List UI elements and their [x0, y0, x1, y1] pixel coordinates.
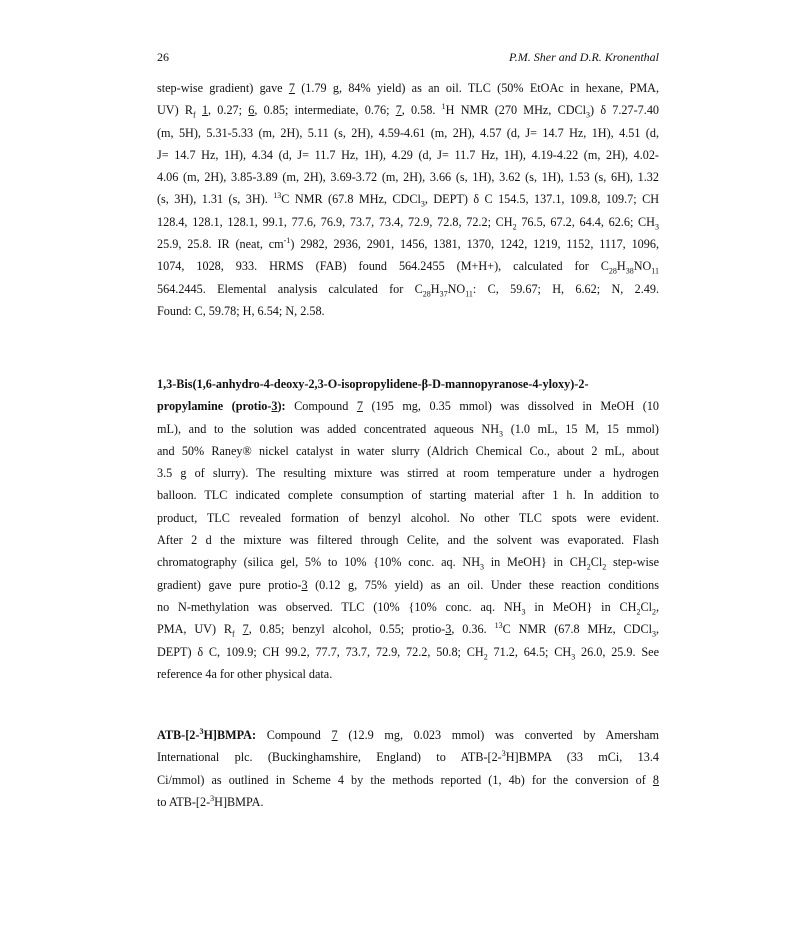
- text-segment: 3: [571, 652, 576, 661]
- text-segment: 28: [608, 266, 617, 276]
- compound-reference: 3: [445, 622, 452, 637]
- text-segment: ):: [277, 399, 286, 414]
- text-line: [157, 663, 659, 685]
- text-line: [157, 255, 659, 277]
- text-line: [157, 188, 659, 210]
- text-segment: 2: [651, 607, 656, 617]
- text-segment: , 0.85; intermediate, 0.76;: [254, 103, 396, 118]
- text-line: [157, 395, 659, 417]
- text-segment: NO: [633, 259, 652, 274]
- text-segment: : C, 59.67; H, 6.62; N, 2.49.: [472, 281, 660, 296]
- text-segment: 1,3-Bis(1,6-anhydro-4-deoxy-2,3-O-isopropylidene-β-D-mannopyranose-4-yloxy)-2-: [157, 377, 589, 391]
- text-segment: chromatography (silica gel, 5% to 10% {10% conc. aq. NH: [157, 555, 480, 570]
- page-number: 26: [157, 50, 169, 64]
- text-segment: 3: [199, 726, 204, 736]
- text-segment: C NMR (67.8 MHz, CDCl: [281, 192, 421, 207]
- text-line: [157, 278, 659, 300]
- text-segment: ,: [655, 599, 659, 614]
- compound-reference: 7: [331, 728, 338, 742]
- text-segment: Cl: [640, 599, 652, 614]
- text-segment: 13: [273, 191, 282, 201]
- text-segment: f: [232, 629, 235, 639]
- text-segment: , 0.36.: [451, 622, 495, 637]
- text-segment: step-wise: [606, 555, 660, 570]
- compound-reference: 8: [652, 772, 659, 787]
- compound-reference: 3: [301, 577, 308, 592]
- text-line: [157, 99, 659, 121]
- text-segment: H: [430, 281, 440, 296]
- text-segment: Cl: [590, 555, 603, 570]
- text-segment: (195 mg, 0.35 mmol) was dissolved in MeOH (10: [362, 399, 660, 414]
- text-segment: Compound: [256, 728, 332, 742]
- text-segment: 3: [499, 429, 504, 439]
- text-segment: , DEPT) δ C 154.5, 137.1, 109.8, 109.7; CH: [424, 192, 660, 207]
- text-segment: 2: [602, 562, 607, 572]
- text-segment: UV) R: [157, 103, 194, 118]
- text-segment: 2: [636, 607, 641, 617]
- text-segment: [235, 622, 243, 636]
- text-segment: J= 14.7 Hz, 1H), 4.34 (d, J= 11.7 Hz, 1H), 4.29 (d, J= 11.7 Hz, 1H), 4.19-4.22 (m, 2H), 4.02-: [157, 147, 659, 162]
- text-segment: 3: [210, 793, 215, 803]
- text-segment: , 0.27;: [208, 103, 249, 118]
- text-line: [157, 144, 659, 166]
- text-segment: and 50% Raney® nickel catalyst in water slurry (Aldrich Chemical Co., about 2 mL, about: [157, 443, 659, 458]
- text-segment: PMA, UV) R: [157, 622, 233, 637]
- text-segment: 37: [439, 289, 448, 299]
- text-segment: (s, 3H), 1.31 (s, 3H).: [157, 192, 274, 207]
- text-line: [157, 77, 659, 99]
- text-segment: 4.06 (m, 2H), 3.85-3.89 (m, 2H), 3.69-3.72 (m, 2H), 3.66 (s, 1H), 3.62 (s, 1H), 1.53 (s, 6H), 1.32: [157, 170, 659, 185]
- text-line: [157, 769, 659, 791]
- text-segment: H NMR (270 MHz, CDCl: [445, 103, 587, 118]
- compound-reference: 7: [356, 399, 363, 414]
- text-segment: 2: [512, 222, 517, 232]
- text-line: [157, 373, 659, 395]
- text-segment: Found: C, 59.78; H, 6.54; N, 2.58.: [157, 303, 325, 318]
- text-segment: Ci/mmol) as outlined in Scheme 4 by the methods reported (1, 4b) for the conversion of: [157, 772, 653, 787]
- compound-reference: 7: [395, 103, 402, 118]
- text-segment: to ATB-[2-: [157, 794, 211, 809]
- compound-reference: 7: [288, 81, 295, 95]
- text-segment: 11: [651, 266, 659, 276]
- text-segment: (1.79 g, 84% yield) as an oil. TLC (50% EtOAc in hexane, PMA,: [294, 81, 660, 95]
- text-segment: ATB-[2-: [157, 728, 200, 742]
- text-line: [157, 641, 659, 663]
- text-segment: 38: [625, 266, 634, 276]
- text-line: [157, 233, 659, 255]
- text-segment: (m, 5H), 5.31-5.33 (m, 2H), 5.11 (s, 2H), 4.59-4.61 (m, 2H), 4.57 (d, J= 14.7 Hz, 1H), 4.51 (d,: [157, 125, 659, 140]
- text-segment: H]BMPA (33 mCi, 13.4: [505, 750, 659, 765]
- experimental-paragraph-atb-bmpa: [157, 724, 659, 813]
- text-segment: Compound: [285, 399, 357, 414]
- text-line: [157, 618, 659, 640]
- text-segment: no N-methylation was observed. TLC (10% {10% conc. aq. NH: [157, 599, 522, 614]
- text-segment: 71.2, 64.5; CH: [487, 644, 572, 659]
- text-segment: C NMR (67.8 MHz, CDCl: [502, 622, 652, 637]
- text-segment: International plc. (Buckinghamshire, England) to ATB-[2-: [157, 750, 502, 765]
- text-segment: 3: [480, 562, 484, 572]
- text-line: [157, 791, 659, 813]
- text-segment: 128.4, 128.1, 128.1, 99.1, 77.6, 76.9, 73.7, 73.4, 72.9, 72.8, 72.2; CH: [157, 214, 513, 229]
- text-segment: H]BMPA.: [214, 794, 264, 809]
- text-segment: 3: [501, 749, 506, 759]
- text-segment: propylamine (protio-: [157, 399, 272, 414]
- text-segment: 13: [494, 621, 503, 631]
- text-segment: (1.0 mL, 15 M, 15 mmol): [503, 421, 659, 436]
- experimental-paragraph-protio-3: [157, 373, 659, 685]
- compound-reference: 7: [242, 622, 249, 637]
- text-segment: in MeOH} in CH: [525, 599, 637, 614]
- text-segment: product, TLC revealed formation of benzyl alcohol. No other TLC spots were evident.: [157, 510, 659, 525]
- text-segment: ) δ 7.27-7.40: [590, 103, 660, 118]
- text-segment: 26.0, 25.9. See: [575, 644, 659, 659]
- compound-reference: 6: [248, 103, 255, 118]
- text-segment: 2: [483, 652, 488, 661]
- text-segment: 11: [465, 289, 473, 299]
- text-segment: ) 2982, 2936, 2901, 1456, 1381, 1370, 1242, 1219, 1152, 1117, 1096,: [290, 237, 660, 252]
- text-segment: 3: [420, 199, 425, 209]
- text-segment: 3.5 g of slurry). The resulting mixture was stirred at room temperature under a hydrogen: [157, 466, 659, 481]
- text-segment: H: [616, 259, 626, 274]
- text-segment: DEPT) δ C, 109.9; CH 99.2, 77.7, 73.7, 72.9, 72.2, 50.8; CH: [157, 644, 484, 659]
- text-segment: gradient) gave pure protio-: [157, 577, 302, 592]
- text-segment: in MeOH} in CH: [484, 555, 587, 570]
- text-segment: (12.9 mg, 0.023 mmol) was converted by Amersham: [337, 728, 659, 742]
- compound-reference: 3: [271, 399, 278, 414]
- text-line: [157, 574, 659, 596]
- text-segment: (0.12 g, 75% yield) as an oil. Under these reaction conditions: [307, 577, 659, 592]
- text-segment: mL), and to the solution was added concentrated aqueous NH: [157, 421, 500, 436]
- text-segment: ,: [655, 622, 660, 637]
- text-segment: After 2 d the mixture was filtered through Celite, and the solvent was evaporated. Flash: [157, 533, 659, 548]
- text-segment: 1074, 1028, 933. HRMS (FAB) found 564.2455 (M+H+), calculated for C: [157, 259, 609, 274]
- text-segment: , 0.85; benzyl alcohol, 0.55; protio-: [248, 622, 446, 637]
- compound-reference: 1: [201, 103, 209, 118]
- text-segment: 3: [586, 110, 591, 120]
- text-line: [157, 418, 659, 440]
- text-line: [157, 746, 659, 768]
- text-segment: reference 4a for other physical data.: [157, 666, 333, 681]
- text-line: [157, 440, 659, 462]
- text-segment: , 0.58.: [401, 103, 442, 118]
- running-head-authors: P.M. Sher and D.R. Kronenthal: [509, 50, 659, 64]
- text-line: [157, 300, 659, 322]
- text-line: [157, 507, 659, 529]
- text-segment: f: [193, 110, 196, 120]
- text-line: [157, 529, 659, 551]
- text-segment: 76.5, 67.2, 64.4, 62.6; CH: [516, 214, 655, 229]
- text-segment: H]BMPA:: [203, 728, 257, 742]
- text-segment: 3: [654, 222, 659, 232]
- experimental-paragraph-compound-7-data: [157, 77, 659, 322]
- text-segment: -1: [283, 236, 291, 246]
- text-segment: step-wise gradient) gave: [157, 81, 289, 95]
- text-segment: 1: [441, 102, 446, 112]
- text-segment: 2: [586, 562, 591, 572]
- text-segment: 28: [422, 289, 431, 299]
- text-segment: 3: [651, 629, 656, 639]
- text-line: [157, 211, 659, 233]
- text-line: [157, 122, 659, 144]
- text-line: [157, 484, 659, 506]
- text-line: [157, 166, 659, 188]
- text-segment: NO: [447, 281, 466, 296]
- text-line: [157, 596, 659, 618]
- text-line: [157, 724, 659, 746]
- text-segment: 25.9, 25.8. IR (neat, cm: [157, 237, 284, 252]
- text-line: [157, 462, 659, 484]
- page-header: [157, 50, 659, 66]
- text-line: [157, 551, 659, 573]
- text-segment: balloon. TLC indicated complete consumption of starting material after 1 h. In addition to: [157, 488, 659, 503]
- text-segment: 564.2445. Elemental analysis calculated for C: [157, 281, 423, 296]
- text-segment: 3: [521, 607, 526, 617]
